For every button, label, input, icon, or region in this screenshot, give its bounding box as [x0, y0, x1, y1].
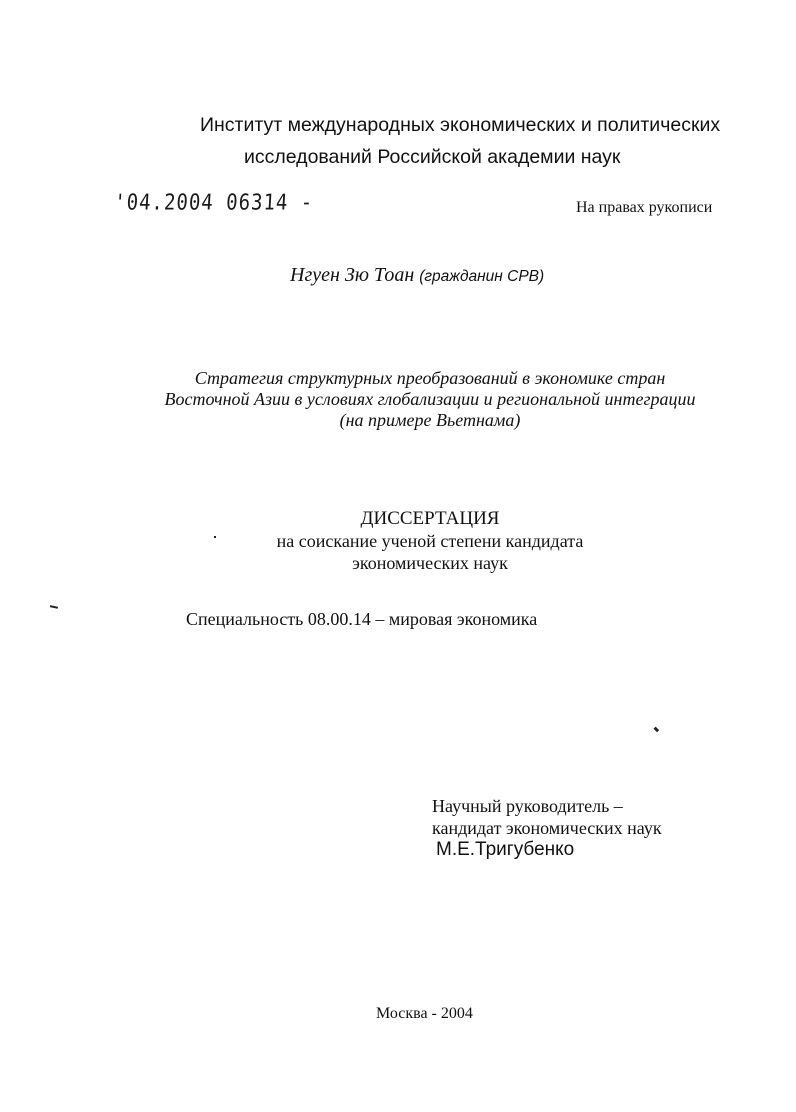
title-line-2: Восточной Азии в условиях глобализации и региональной интеграции [164, 389, 696, 409]
specialty: Специальность 08.00.14 – мировая экономика [186, 609, 538, 629]
author-line [290, 264, 544, 287]
rights-note: На правах рукописи [576, 199, 713, 216]
dissertation-heading: ДИССЕРТАЦИЯ [360, 508, 500, 529]
institute-line-1: Институт международных экономических и политических [200, 114, 721, 136]
scan-speck [50, 605, 58, 608]
scan-speck [654, 727, 659, 732]
author-citizenship: (гражданин СРВ) [419, 268, 545, 285]
dissertation-degree-line-2: экономических наук [352, 553, 508, 573]
scan-speck [214, 536, 216, 538]
author-name: Нгуен Зю Тоан [290, 264, 415, 286]
city-year: Москва - 2004 [376, 1005, 473, 1022]
supervisor-degree: кандидат экономических наук [432, 818, 662, 838]
institute-line-2: исследований Российской академии наук [244, 146, 621, 168]
dissertation-title [120, 368, 740, 431]
supervisor-name: М.Е.Тригубенко [436, 839, 575, 860]
supervisor-block [432, 795, 662, 861]
title-line-3: (на примере Вьетнама) [339, 410, 521, 430]
library-stamp: '04.2004 06314 - [113, 190, 315, 216]
title-line-1: Стратегия структурных преобразований в экономике стран [194, 368, 666, 388]
supervisor-role: Научный руководитель – [432, 796, 623, 816]
dissertation-block [190, 508, 670, 574]
dissertation-degree-line-1: на соискание ученой степени кандидата [276, 531, 584, 551]
